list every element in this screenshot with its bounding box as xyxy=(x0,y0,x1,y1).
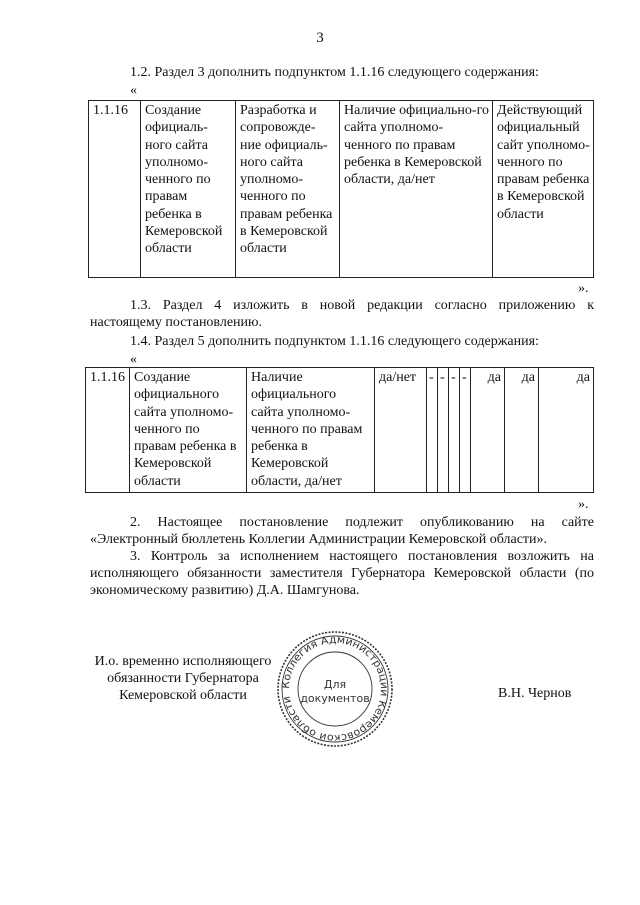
signatory-position-line-2: обязанности Губернатора xyxy=(107,671,259,686)
item-1-2-intro: 1.2. Раздел 3 дополнить подпунктом 1.1.16 следующего содержания: xyxy=(130,65,539,80)
item-3-paragraph: 3. Контроль за исполнением настоящего постановления возложить на исполняющего обязанности заместителя Губернатора Кемеровской области (по экономическому развитию) Д.А. Шамгунова. xyxy=(90,549,594,598)
stamp-ring-text-path: Коллегия Администрации Кемеровской области xyxy=(280,634,390,744)
item-1-4-table xyxy=(85,367,594,493)
table-cell-year-3: - xyxy=(449,368,460,493)
signatory-position-line-3: Кемеровской области xyxy=(119,688,247,703)
table-cell-year-6: да xyxy=(505,368,539,493)
item-1-4-intro: 1.4. Раздел 5 дополнить подпунктом 1.1.16 следующего содержания: xyxy=(130,334,539,349)
table-cell-activity: Разработка и сопровожде-ние официаль-ного сайта уполномо-ченного по правам ребенка в Кемеровской области xyxy=(236,101,340,278)
table-cell-number: 1.1.16 xyxy=(89,101,141,278)
stamp-center-line-2: документов xyxy=(300,692,370,705)
item-1-2-table xyxy=(88,100,594,278)
signatory-name: В.Н. Чернов xyxy=(498,686,572,701)
table-cell-unit: да/нет xyxy=(375,368,427,493)
table-cell-year-1: - xyxy=(427,368,438,493)
item-1-4-open-quote: « xyxy=(130,352,137,367)
signatory-position xyxy=(88,653,278,704)
item-1-2-close-quote: ». xyxy=(578,281,589,296)
table-row xyxy=(89,101,594,278)
signatory-position-line-1: И.о. временно исполняющего xyxy=(94,654,272,669)
item-1-2-open-quote: « xyxy=(130,83,137,98)
table-cell-number: 1.1.16 xyxy=(86,368,130,493)
table-cell-indicator: Наличие официально-го сайта уполномо-ченного по правам ребенка в Кемеровской области, да/нет xyxy=(340,101,493,278)
item-1-3-paragraph: 1.3. Раздел 4 изложить в новой редакции согласно приложению к настоящему постановлению. xyxy=(90,298,594,330)
table-cell-year-2: - xyxy=(438,368,449,493)
table-cell-task: Создание официаль-ного сайта уполномо-ченного по правам ребенка в Кемеровской области xyxy=(141,101,236,278)
item-2-paragraph: 2. Настоящее постановление подлежит опубликованию на сайте «Электронный бюллетень Коллегии Администрации Кемеровской области». xyxy=(90,515,594,547)
table-cell-year-4: - xyxy=(460,368,471,493)
table-cell-result: Действующий официальный сайт уполномо-ченного по правам ребенка в Кемеровской области xyxy=(493,101,594,278)
table-cell-indicator: Наличие официального сайта уполномо-ченного по правам ребенка в Кемеровской области, да/нет xyxy=(247,368,375,493)
official-stamp xyxy=(275,628,395,750)
table-row xyxy=(86,368,594,493)
table-cell-year-5: да xyxy=(471,368,505,493)
stamp-center-line-1: Для xyxy=(323,678,347,691)
table-cell-task: Создание официального сайта уполномо-ченного по правам ребенка в Кемеровской области xyxy=(130,368,247,493)
table-cell-year-7: да xyxy=(539,368,594,493)
item-1-4-close-quote: ». xyxy=(578,497,589,512)
page-number: 3 xyxy=(316,30,324,46)
